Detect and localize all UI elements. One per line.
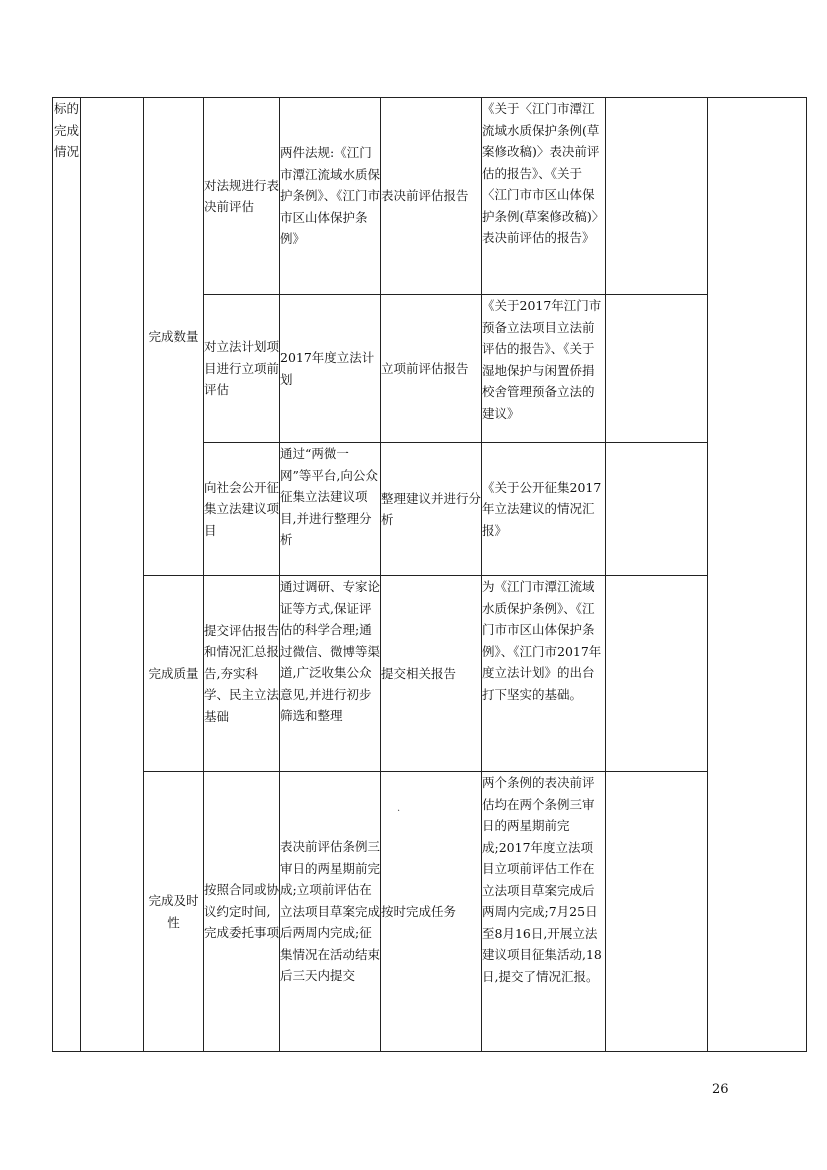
blank-cell [708,98,807,1052]
method-cell: 表决前评估报告 [381,98,482,295]
method-cell: 整理建议并进行分析 [381,443,482,576]
table-row [53,772,807,1052]
result-cell: 为《江门市潭江流域水质保护条例》、《江门市市区山体保护条例》、《江门市2017年度立法计划》的出台打下坚实的基础。 [482,576,606,772]
method-cell: 立项前评估报告 [381,295,482,443]
table-row [53,576,807,772]
method-cell: 按时完成任务 [381,772,482,1052]
content-cell: 通过调研、专家论证等方式,保证评估的科学合理;通过微信、微博等渠道,广泛收集公众意见,并进行初步筛选和整理 [280,576,381,772]
task-cell: 按照合同或协议约定时间,完成委托事项 [204,772,280,1052]
blank-cell [606,295,708,443]
blank-cell [606,443,708,576]
stray-mark: · [397,806,401,817]
blank-cell [81,98,144,1052]
left-category-label: 标的完成情况 [53,98,81,1052]
blank-cell [606,98,708,295]
dimension-quantity: 完成数量 [144,98,204,576]
blank-cell [606,772,708,1052]
dimension-quality: 完成质量 [144,576,204,772]
page-number: 26 [712,1082,729,1097]
content-cell: 两件法规:《江门市潭江流域水质保护条例》、《江门市市区山体保护条例》 [280,98,381,295]
content-cell: 通过“两微一网”等平台,向公众征集立法建议项目,并进行整理分析 [280,443,381,576]
task-cell: 向社会公开征集立法建议项目 [204,443,280,576]
task-cell: 对法规进行表决前评估 [204,98,280,295]
result-cell: 《关于〈江门市潭江流域水质保护条例(草案修改稿)〉表决前评估的报告》、《关于〈江门市市区山体保护条例(草案修改稿)〉表决前评估的报告》 [482,98,606,295]
task-cell: 提交评估报告和情况汇总报告,夯实科学、民主立法基础 [204,576,280,772]
performance-table [52,97,807,1052]
method-cell: 提交相关报告 [381,576,482,772]
blank-cell [606,576,708,772]
result-cell: 《关于2017年江门市预备立法项目立法前评估的报告》、《关于湿地保护与闲置侨捐校舍管理预备立法的建议》 [482,295,606,443]
result-cell: 两个条例的表决前评估均在两个条例三审日的两星期前完成;2017年度立法项目立项前评估工作在立法项目草案完成后两周内完成;7月25日至8月16日,开展立法建议项目征集活动,18日,提交了情况汇报。 [482,772,606,1052]
table-row [53,98,807,295]
content-cell: 2017年度立法计划 [280,295,381,443]
result-cell: 《关于公开征集2017年立法建议的情况汇报》 [482,443,606,576]
dimension-timeliness: 完成及时性 [144,772,204,1052]
task-cell: 对立法计划项目进行立项前评估 [204,295,280,443]
content-cell: 表决前评估条例三审日的两星期前完成;立项前评估在立法项目草案完成后两周内完成;征集情况在活动结束后三天内提交 [280,772,381,1052]
